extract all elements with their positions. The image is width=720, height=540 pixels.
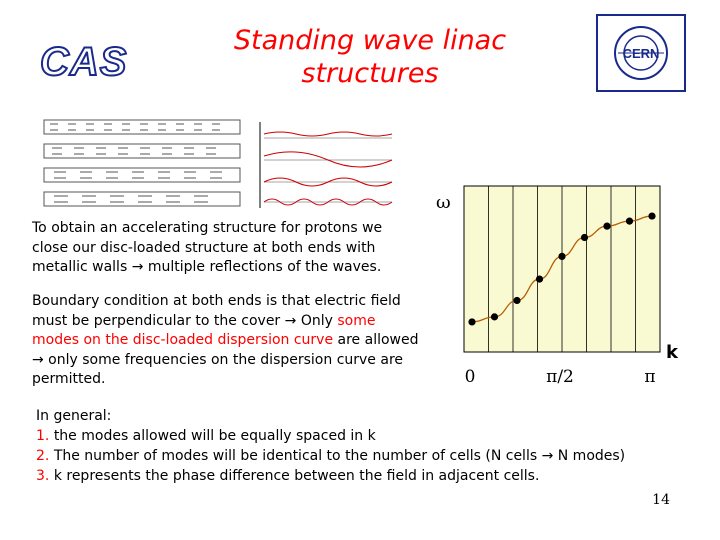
page-number: 14 — [652, 492, 670, 508]
cavity-sketch — [44, 192, 240, 206]
list-number: 3. — [36, 468, 50, 484]
para2-text-a: Boundary condition at both ends is that electric field must be perpendicular to the cover → Only — [32, 293, 401, 329]
paragraph-closed-structure: To obtain an accelerating structure for protons we close our disc-loaded structure at both ends with metallic walls → multiple reflections of the waves. — [32, 220, 383, 275]
data-point — [581, 234, 588, 241]
x-tick-label: π — [644, 367, 656, 387]
structure-sketches — [44, 120, 240, 206]
data-point — [536, 275, 543, 282]
data-point — [513, 297, 520, 304]
para2-text-c: are allowed → only some frequencies on the dispersion curve are permitted. — [32, 332, 419, 387]
general-heading: In general: — [36, 408, 112, 424]
data-point — [648, 212, 655, 219]
standing-wave-figure — [40, 116, 396, 212]
cas-logo: CAS — [40, 40, 128, 84]
x-axis-label: k — [666, 342, 678, 363]
cavity-sketch — [44, 120, 240, 134]
cern-logo — [596, 14, 686, 92]
list-text: the modes allowed will be equally spaced in k — [53, 428, 376, 444]
list-item — [36, 466, 716, 486]
paragraph-boundary-condition — [32, 292, 426, 390]
x-tick-label: π/2 — [546, 367, 574, 387]
cern-logo-text: CERN — [622, 46, 660, 61]
y-axis-label: ω — [436, 192, 451, 213]
slide-title — [200, 24, 540, 90]
data-point — [491, 313, 498, 320]
wave-plots — [260, 122, 392, 208]
general-section — [36, 406, 716, 486]
data-point — [468, 318, 475, 325]
list-item — [36, 426, 716, 446]
x-tick-label: 0 — [464, 367, 476, 387]
list-number: 2. — [36, 448, 50, 464]
list-text: k represents the phase difference between the field in adjacent cells. — [53, 468, 540, 484]
cavity-sketch — [44, 144, 240, 158]
cavity-sketch — [44, 168, 240, 182]
data-point — [603, 223, 610, 230]
title-line-2: structures — [301, 58, 439, 89]
list-text: The number of modes will be identical to the number of cells (N cells → N modes) — [53, 448, 626, 464]
para2-highlight: some modes on the disc-loaded dispersion curve — [32, 312, 376, 348]
x-tick-labels — [465, 367, 656, 387]
list-item — [36, 446, 716, 466]
title-line-1: Standing wave linac — [233, 25, 507, 56]
data-point — [558, 253, 565, 260]
list-number: 1. — [36, 428, 50, 444]
data-point — [626, 218, 633, 225]
dispersion-chart — [428, 170, 688, 390]
